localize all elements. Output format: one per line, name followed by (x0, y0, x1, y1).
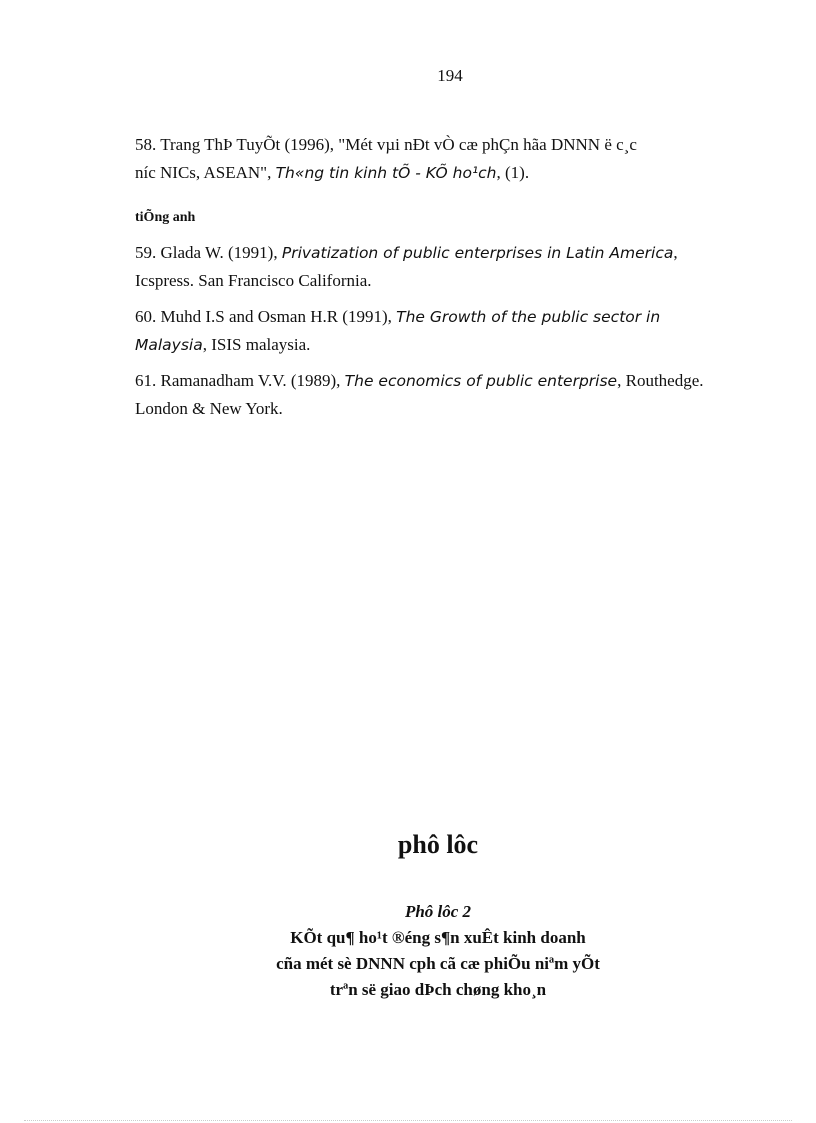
reference-number: 60. (135, 307, 157, 326)
reference-line: Icspress. San Francisco California. (135, 271, 372, 290)
reference-text: , (673, 243, 678, 262)
reference-text: , ISIS malaysia. (202, 335, 311, 354)
reference-text: , Routhedge. (617, 371, 704, 390)
reference-line (135, 303, 738, 331)
reference-line (135, 367, 738, 395)
reference-text: Glada W. (1991), (160, 243, 282, 262)
reference-line (135, 239, 738, 267)
reference-text: níc NICs, ASEAN", (135, 163, 276, 182)
appendix-subtitle: Phô lôc 2 (404, 902, 472, 921)
page-bottom-rule (24, 1120, 792, 1121)
reference-61 (135, 367, 738, 423)
appendix-line: KÕt qu¶ ho¹t ®éng s¶n xuÊt kinh doanh (290, 928, 586, 947)
appendix-heading (0, 899, 816, 1003)
reference-line (135, 131, 738, 159)
reference-text: Ramanadham V.V. (1989), (160, 371, 345, 390)
reference-59 (135, 239, 738, 295)
section-label: tiÕng anh (135, 210, 196, 225)
reference-number: 59. (135, 243, 157, 262)
reference-title: The economics of public enterprise (344, 372, 618, 390)
reference-title: Privatization of public enterprises in Latin America (281, 244, 674, 262)
reference-60 (135, 303, 738, 359)
reference-text: , (1). (496, 163, 530, 182)
reference-title: The Growth of the public sector in (396, 308, 661, 326)
appendix-line: cña mét sè DNNN cph cã cæ phiÕu niªm yÕt (276, 954, 600, 973)
reference-58 (135, 131, 738, 187)
reference-number: 61. (135, 371, 157, 390)
page-number: 194 (437, 66, 463, 85)
reference-line (135, 159, 738, 187)
reference-number: 58. (135, 135, 157, 154)
reference-title: Th«ng tin kinh tÕ - KÕ ho¹ch (275, 164, 497, 182)
reference-line: London & New York. (135, 399, 283, 418)
reference-title: Malaysia (135, 336, 203, 354)
reference-text: Muhd I.S and Osman H.R (1991), (160, 307, 397, 326)
reference-text: Trang ThÞ TuyÕt (1996), "Mét vµi nÐt vÒ cæ phÇn hãa DNNN ë c¸c (160, 135, 637, 154)
appendix-line: trªn së giao dÞch chøng kho¸n (329, 980, 547, 999)
appendix-title: phô lôc (397, 830, 479, 859)
reference-line (135, 331, 738, 359)
